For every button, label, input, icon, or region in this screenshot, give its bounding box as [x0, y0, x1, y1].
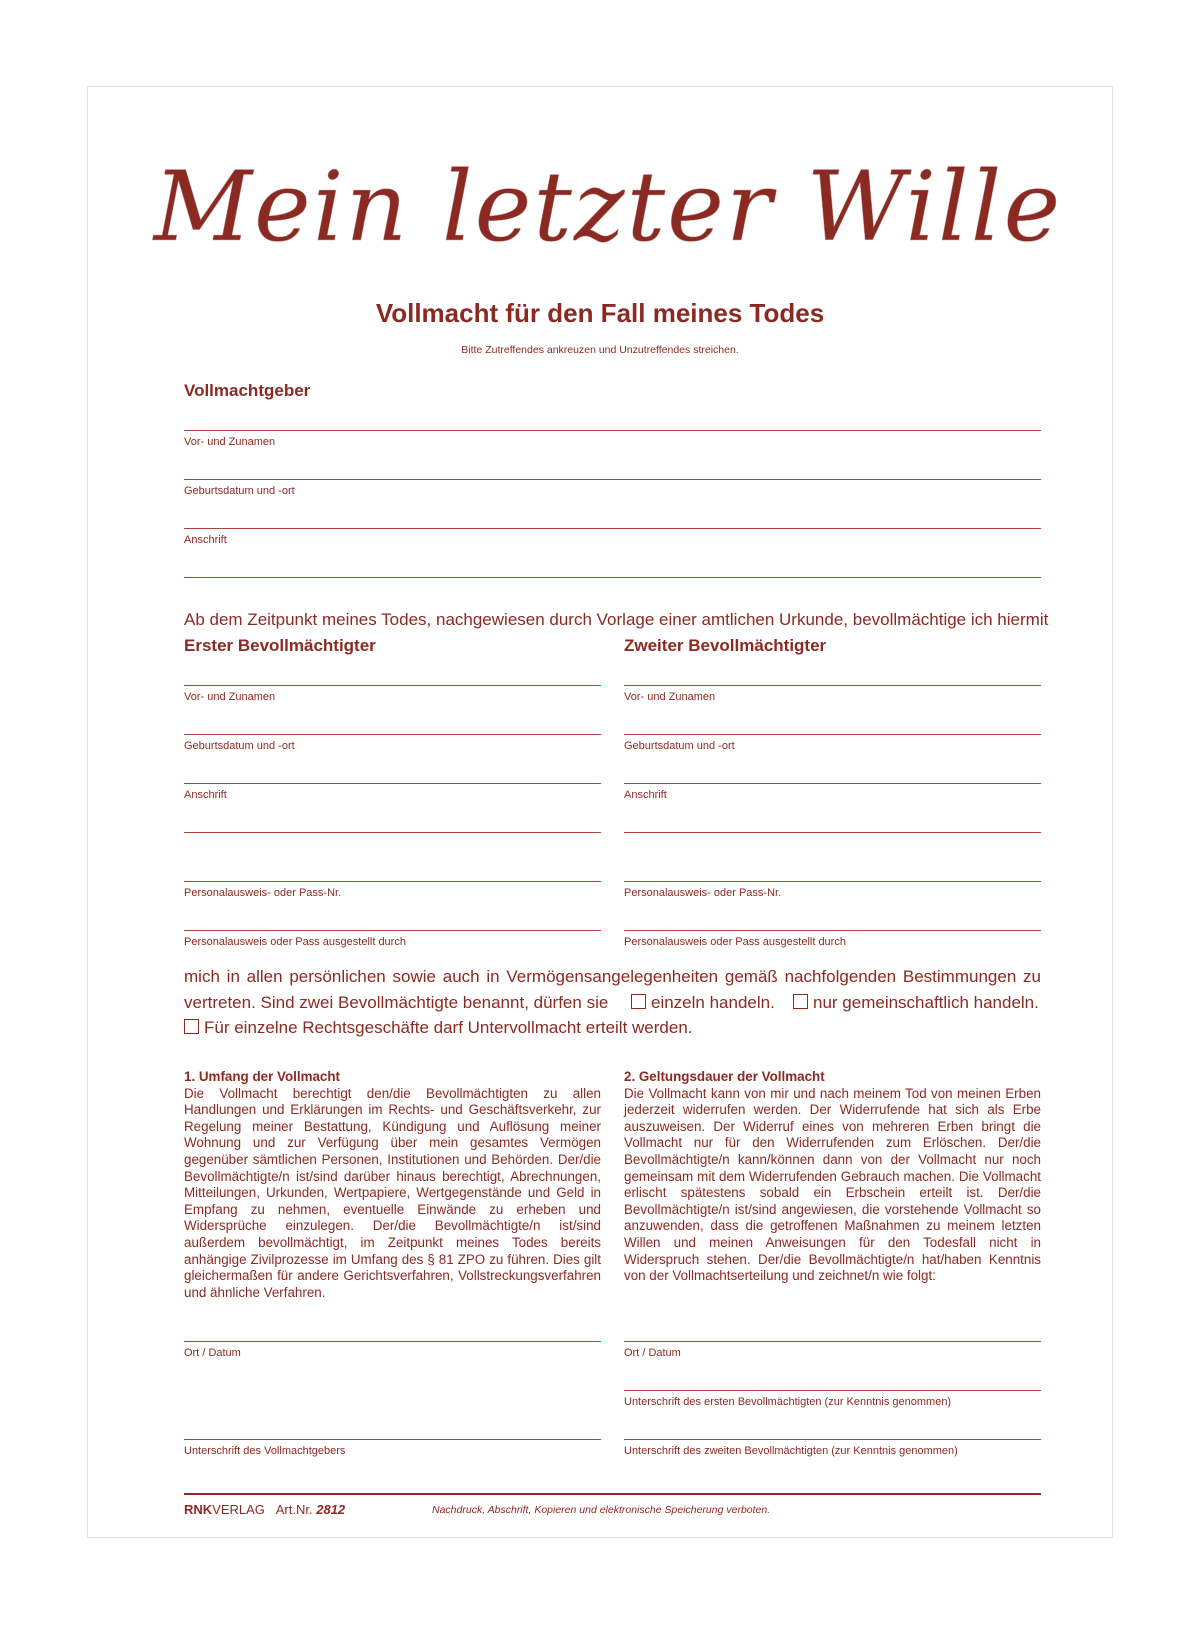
attorney1-signature-label: Unterschrift des ersten Bevollmächtigten (zur Kenntnis genommen) [624, 1396, 952, 1408]
section2-title: 2. Geltungsdauer der Vollmacht [624, 1069, 825, 1084]
document-subtitle: Vollmacht für den Fall meines Todes [375, 298, 825, 328]
copyright-notice: Nachdruck, Abschrift, Kopieren und elektronische Speicherung verboten. [432, 1504, 771, 1516]
grantor-signature-label: Unterschrift des Vollmachtgebers [184, 1445, 346, 1457]
attorney1-name-line[interactable] [184, 685, 601, 686]
attorney2-address-label: Anschrift [624, 789, 667, 801]
option-substitute-label: Für einzelne Rechtsgeschäfte darf Untervollmacht erteilt werden. [204, 1018, 693, 1037]
section1 [184, 1069, 601, 1301]
intro-sentence: Ab dem Zeitpunkt meines Todes, nachgewiesen durch Vorlage einer amtlichen Urkunde, bevollmächtige ich hiermit [184, 610, 1049, 629]
left-place-date-label: Ort / Datum [184, 1347, 241, 1359]
publisher-brand [184, 1502, 345, 1517]
right-place-date-label: Ort / Datum [624, 1347, 681, 1359]
option-joint-label: nur gemeinschaftlich handeln. [813, 993, 1039, 1012]
checkbox-icon[interactable] [184, 1019, 199, 1034]
attorney2-address-line[interactable] [624, 783, 1041, 784]
grantor-signature-line[interactable] [184, 1439, 601, 1440]
attorney1-heading: Erster Bevollmächtigter [184, 636, 376, 655]
attorney1-id-line[interactable] [184, 881, 601, 882]
article-number: 2812 [316, 1502, 346, 1517]
option-joint[interactable] [793, 993, 1039, 1013]
grantor-address-label: Anschrift [184, 534, 227, 546]
attorney1-name-label: Vor- und Zunamen [184, 691, 276, 703]
right-place-date-line[interactable] [624, 1341, 1041, 1342]
grantor-address-line-2[interactable] [184, 577, 1041, 578]
script-title [0, 140, 1200, 290]
attorney2-name-line[interactable] [624, 685, 1041, 686]
attorney2-id-label: Personalausweis- oder Pass-Nr. [624, 887, 782, 899]
attorney1-id-label: Personalausweis- oder Pass-Nr. [184, 887, 342, 899]
article-label: Art.Nr. [275, 1502, 313, 1517]
section1-title: 1. Umfang der Vollmacht [184, 1069, 341, 1084]
attorney2-signature-line[interactable] [624, 1439, 1041, 1440]
option-substitute[interactable] [184, 1018, 693, 1038]
attorney2-name-label: Vor- und Zunamen [624, 691, 716, 703]
publisher-brand-rest: VERLAG [212, 1502, 265, 1517]
grantor-name-label: Vor- und Zunamen [184, 436, 276, 448]
footer-rule [184, 1493, 1041, 1495]
section2-text: Die Vollmacht kann von mir und nach meinem Tod von meinen Erben jederzeit widerrufen werden. Der Widerrufende hat sich als Erbe auszuweisen. Der Widerruf eines von mehreren Erben bringt die Vollmacht nur für den Widerrufenden zum Erlöschen. Der/die Bevollmächtigte/n kann/können dann von der Vollmacht nur noch gemeinsam mit dem Widerrufenden Gebrauch machen. Die Vollmacht erlischt spätestens sobald ein Erbschein erteilt ist. Der/die Bevollmächtigte/n ist/sind angewiesen, die vorstehende Vollmacht so anzuwenden, dass die getroffenen Maßnahmen zu meinem letzten Willen und meinen Anweisungen für den Todesfall nicht in Widerspruch stehen. Der/die Bevollmächtigte/n hat/haben Kenntnis von der Vollmachtserteilung und zeichnet/n wie folgt: [624, 1085, 1041, 1284]
attorney2-issuer-line[interactable] [624, 930, 1041, 931]
instruction-hint: Bitte Zutreffendes ankreuzen und Unzutreffendes streichen. [461, 344, 739, 356]
attorney2-birth-line[interactable] [624, 734, 1041, 735]
attorney2-birth-label: Geburtsdatum und -ort [624, 740, 735, 752]
attorney1-address-label: Anschrift [184, 789, 227, 801]
section2 [624, 1069, 1041, 1285]
representation-line-1: mich in allen persönlichen sowie auch in Vermögensangelegenheiten gemäß nachfolgenden Bestimmungen zu [184, 967, 1041, 986]
grantor-heading: Vollmachtgeber [184, 381, 311, 400]
attorney2-heading: Zweiter Bevollmächtigter [624, 636, 827, 655]
attorney1-birth-line[interactable] [184, 734, 601, 735]
attorney2-issuer-label: Personalausweis oder Pass ausgestellt durch [624, 936, 846, 948]
checkbox-icon[interactable] [793, 994, 808, 1009]
attorney1-address-line[interactable] [184, 783, 601, 784]
attorney2-signature-label: Unterschrift des zweiten Bevollmächtigten (zur Kenntnis genommen) [624, 1445, 958, 1457]
grantor-name-line[interactable] [184, 430, 1041, 431]
option-single-label: einzeln handeln. [651, 993, 775, 1012]
attorney1-issuer-line[interactable] [184, 930, 601, 931]
publisher-brand-bold: RNK [184, 1502, 213, 1517]
section1-text: Die Vollmacht berechtigt den/die Bevollmächtigten zu allen Handlungen und Erklärungen im Rechts- und Geschäftsverkehr, zur Regelung meiner Bestattung, Kündigung und Auflösung meiner Wohnung und zur Verfügung über mein gesamtes Vermögen gegenüber sämtlichen Personen, Institutionen und Behörden. Der/die Bevollmächtigte/n ist/sind darüber hinaus berechtigt, Abrechnungen, Mitteilungen, Urkunden, Wertpapiere, Wertgegenstände und Geld in Empfang zu nehmen, eventuelle Einwände zu erheben und Widersprüche einzulegen. Der/die Bevollmächtigte/n ist/sind außerdem bevollmächtigt, im Zeitpunkt meines Todes bereits anhängige Zivilprozesse im Umfang des § 81 ZPO zu führen. Dies gilt gleichermaßen für andere Gerichtsverfahren, Vollstreckungsverfahren und ähnliche Verfahren. [184, 1085, 601, 1300]
left-place-date-line[interactable] [184, 1341, 601, 1342]
option-single[interactable] [631, 993, 775, 1013]
checkbox-icon[interactable] [631, 994, 646, 1009]
grantor-address-line[interactable] [184, 528, 1041, 529]
grantor-birth-line[interactable] [184, 479, 1041, 480]
grantor-birth-label: Geburtsdatum und -ort [184, 485, 295, 497]
attorney2-id-line[interactable] [624, 881, 1041, 882]
script-title-text: Mein letzter Wille [153, 151, 1063, 263]
attorney1-address-line-2[interactable] [184, 832, 601, 833]
representation-line-2: vertreten. Sind zwei Bevollmächtigte benannt, dürfen sie [184, 993, 609, 1012]
attorney1-signature-line[interactable] [624, 1390, 1041, 1391]
attorney1-birth-label: Geburtsdatum und -ort [184, 740, 295, 752]
attorney1-issuer-label: Personalausweis oder Pass ausgestellt durch [184, 936, 406, 948]
attorney2-address-line-2[interactable] [624, 832, 1041, 833]
